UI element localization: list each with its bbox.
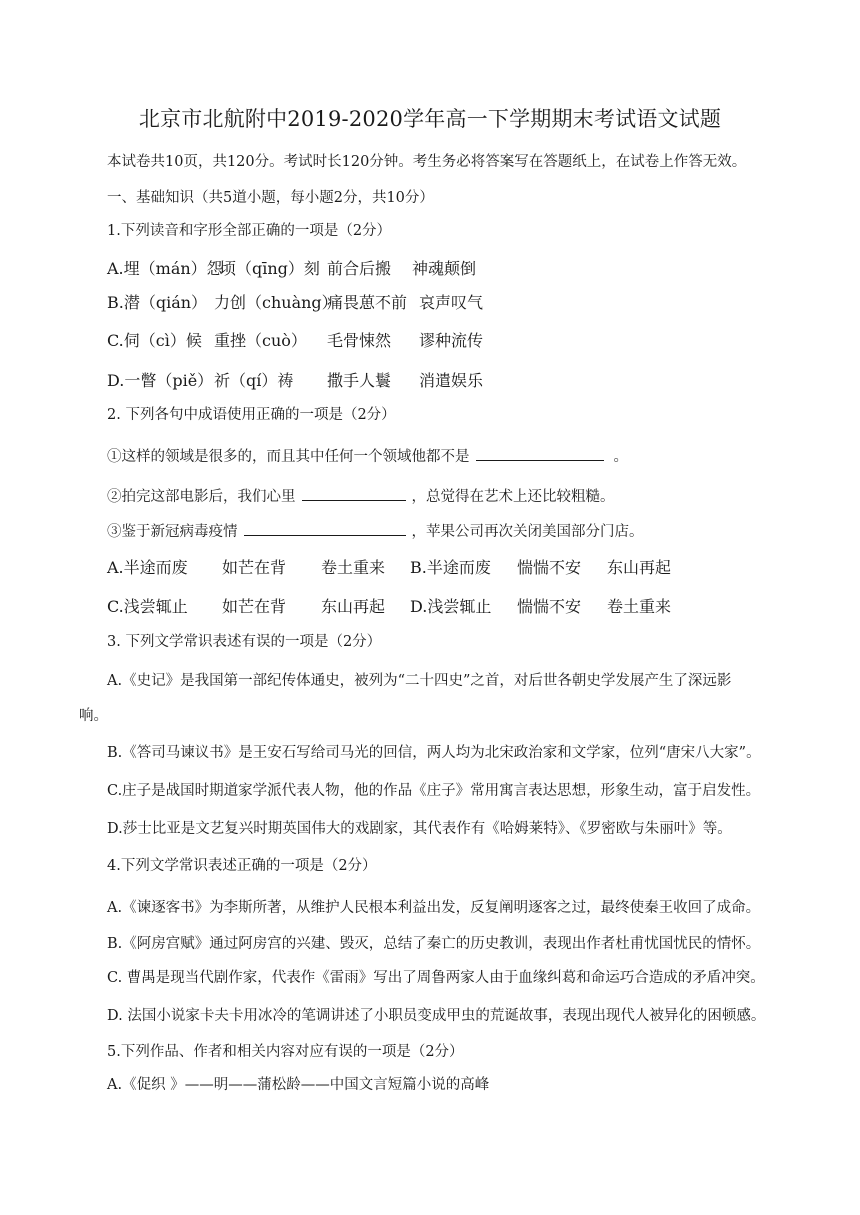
option-part: 痛畏葸不前: [327, 293, 408, 312]
q2-sentence-2: [107, 486, 615, 507]
sentence-text: ③鉴于新冠病毒疫情: [107, 524, 238, 540]
option-part: 毛骨悚然: [327, 331, 392, 350]
option-part: 力创（chuàng）: [214, 293, 338, 312]
page-title: 北京市北航附中2019-2020学年高一下学期期末考试语文试题: [138, 107, 722, 131]
option-part: C.浅尝辄止: [107, 597, 188, 616]
option-part: A.半途而废: [107, 558, 188, 577]
q3-option-d: D.莎士比亚是文艺复兴时期英国伟大的戏剧家，其代表作有《哈姆莱特》、《罗密欧与朱丽叶》等。: [107, 821, 732, 837]
option-part: 如芒在背: [222, 558, 287, 577]
q2-sentence-1: [107, 446, 628, 467]
question-3-stem: 3. 下列文学常识表述有误的一项是（2分）: [107, 634, 382, 650]
q1-option-c: [107, 328, 757, 348]
answer-blank: [244, 521, 406, 536]
q2-options-ab: [107, 555, 757, 575]
question-2-stem: 2. 下列各句中成语使用正确的一项是（2分）: [107, 407, 396, 423]
answer-blank: [302, 486, 406, 501]
q4-option-b: B.《阿房宫赋》通过阿房宫的兴建、毁灭，总结了秦亡的历史教训，表现出作者杜甫忧国忧民的情怀。: [107, 936, 761, 952]
q1-option-b: [107, 290, 757, 310]
q3-option-a-continued: 响。: [79, 708, 108, 724]
option-part: 撒手人鬟: [327, 371, 392, 390]
option-part: B.半途而废: [410, 558, 491, 577]
option-part: A.埋（mán）怨: [107, 259, 223, 278]
q1-option-d: [107, 368, 757, 388]
sentence-text: 。: [613, 449, 628, 465]
q3-option-b: B.《答司马谏议书》是王安石写给司马光的回信，两人均为北宋政治家和文学家，位列“唐宋八大家”。: [107, 745, 761, 761]
option-part: 顷（qīng）刻: [220, 259, 320, 278]
sentence-text: ，总觉得在艺术上还比较粗糙。: [411, 489, 615, 505]
option-part: D.浅尝辄止: [410, 597, 492, 616]
q4-option-d: D. 法国小说家卡夫卡用冰冷的笔调讲述了小职员变成甲虫的荒诞故事，表现出现代人被异化的困顿感。: [107, 1008, 766, 1024]
option-part: 东山再起: [321, 597, 386, 616]
q3-option-c: C.庄子是战国时期道家学派代表人物，他的作品《庄子》常用寓言表达思想，形象生动，富于启发性。: [107, 783, 761, 799]
question-4-stem: 4.下列文学常识表述正确的一项是（2分）: [107, 858, 377, 874]
q2-options-cd: [107, 594, 757, 614]
option-part: B.潜（qián）: [107, 293, 208, 312]
option-part: 祈（qí）祷: [214, 371, 294, 390]
option-part: 谬种流传: [419, 331, 484, 350]
section-heading: 一、基础知识（共5道小题，每小题2分，共10分）: [107, 190, 434, 206]
option-part: D.一瞥（piě）: [107, 371, 214, 390]
q5-option-a: A.《促织 》——明——蒲松龄——中国文言短篇小说的高峰: [107, 1077, 490, 1093]
q1-option-a: [107, 256, 757, 276]
answer-blank: [476, 446, 604, 461]
q4-option-c: C. 曹禺是现当代剧作家，代表作《雷雨》写出了周鲁两家人由于血缘纠葛和命运巧合造成的矛盾冲突。: [107, 970, 765, 986]
option-part: 消遣娱乐: [419, 371, 484, 390]
q4-option-a: A.《谏逐客书》为李斯所著，从维护人民根本利益出发，反复阐明逐客之过，最终使秦王收回了成命。: [107, 900, 761, 916]
option-part: 东山再起: [607, 558, 672, 577]
option-part: 重挫（cuò）: [214, 331, 307, 350]
q2-sentence-3: [107, 521, 644, 542]
option-part: 卷土重来: [321, 558, 386, 577]
sentence-text: ，苹果公司再次关闭美国部分门店。: [411, 524, 644, 540]
option-part: 惴惴不安: [517, 597, 582, 616]
sentence-text: ①这样的领域是很多的，而且其中任何一个领域他都不是: [107, 449, 470, 465]
intro-text: 本试卷共10页，共120分。考试时长120分钟。考生务必将答案写在答题纸上，在试卷上作答无效。: [107, 154, 747, 170]
option-part: 神魂颠倒: [412, 259, 477, 278]
option-part: 惴惴不安: [517, 558, 582, 577]
option-part: C.伺（cì）候: [107, 331, 202, 350]
option-part: 前合后搬: [327, 259, 392, 278]
option-part: 卷土重来: [607, 597, 672, 616]
question-1-stem: 1.下列读音和字形全部正确的一项是（2分）: [107, 223, 392, 239]
question-5-stem: 5.下列作品、作者和相关内容对应有误的一项是（2分）: [107, 1044, 464, 1060]
option-part: 哀声叹气: [419, 293, 484, 312]
sentence-text: ②拍完这部电影后，我们心里: [107, 489, 296, 505]
q3-option-a: A.《史记》是我国第一部纪传体通史，被列为“二十四史”之首，对后世各朝史学发展产生了深远影: [107, 673, 732, 689]
option-part: 如芒在背: [222, 597, 287, 616]
